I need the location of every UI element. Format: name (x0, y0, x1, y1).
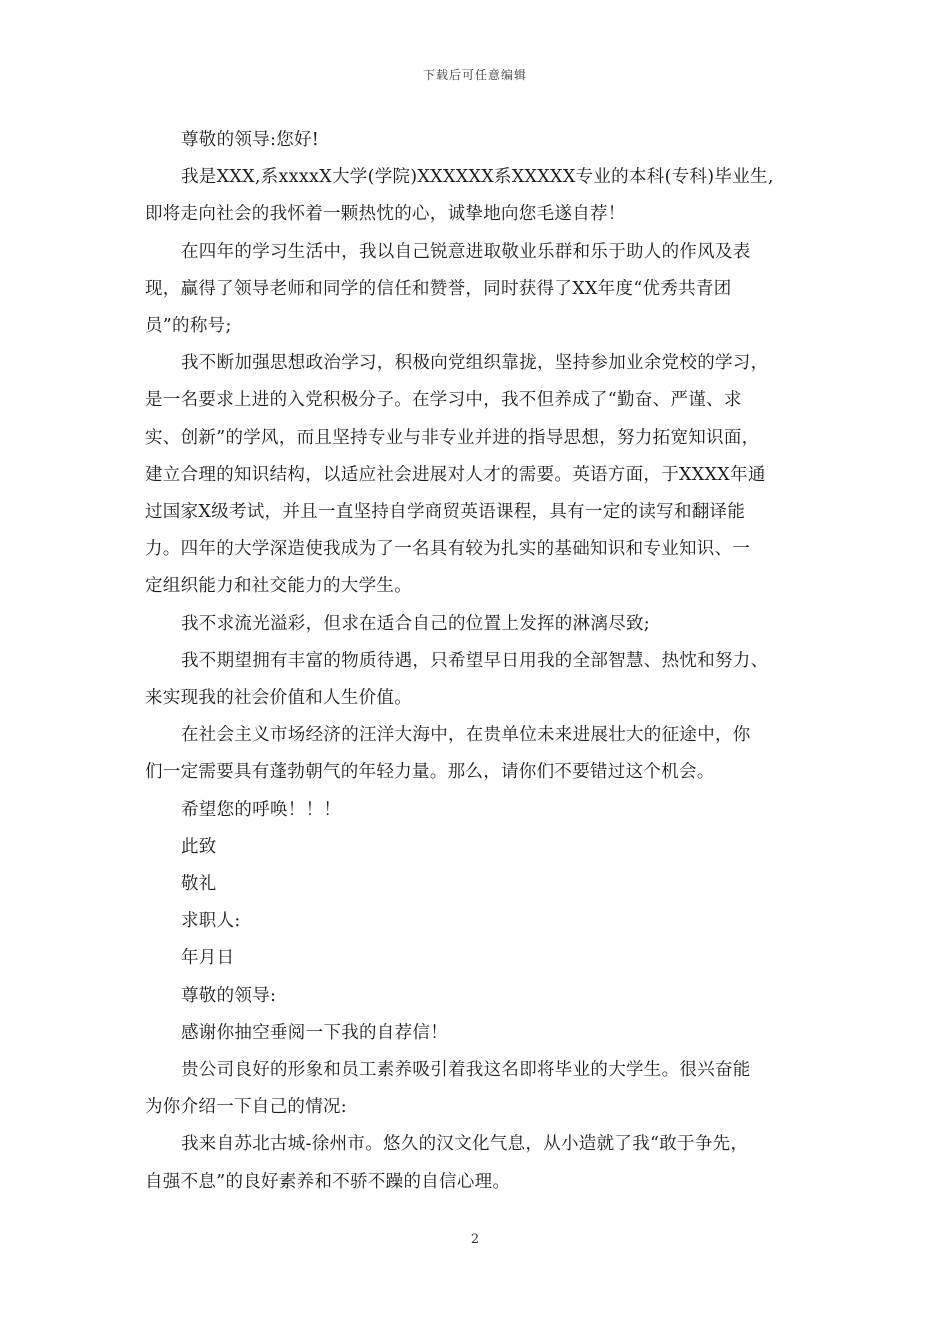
text-line: 希望您的呼唤！！！ (181, 799, 342, 820)
letter-body (145, 122, 815, 1201)
text-line: 贵公司良好的形象和员工素养吸引着我这名即将毕业的大学生。很兴奋能 (181, 1060, 751, 1081)
text-line: 实、创新”的学风，而且坚持专业与非专业并进的指导思想，努力拓宽知识面， (145, 427, 760, 448)
text-line: 敬礼 (181, 874, 217, 895)
text-line: 们一定需要具有蓬勃朝气的年轻力量。那么，请你们不要错过这个机会。 (145, 762, 715, 783)
text-line: 现，赢得了领导老师和同学的信任和赞誉，同时获得了XX年度“优秀共青团 (145, 278, 732, 299)
text-line: 求职人: (181, 911, 241, 932)
text-line: 我是XXX,系xxxxX大学(学院)XXXXXX系XXXXX专业的本科(专科)毕业生, (181, 167, 774, 188)
text-line: 我来自苏北古城-徐州市。悠久的汉文化气息，从小造就了我“敢于争先， (181, 1134, 749, 1155)
text-line: 在四年的学习生活中，我以自己锐意进取敬业乐群和乐于助人的作风及表 (181, 241, 751, 262)
text-line: 员”的称号; (145, 316, 232, 337)
text-line: 定组织能力和社交能力的大学生。 (145, 576, 412, 597)
text-line: 我不求流光溢彩，但求在适合自己的位置上发挥的淋漓尽致; (181, 613, 650, 634)
text-line: 建立合理的知识结构，以适应社会进展对人才的需要。英语方面，于XXXX年通 (145, 464, 766, 485)
text-line: 我不断加强思想政治学习，积极向党组织靠拢，坚持参加业余党校的学习， (181, 353, 769, 374)
text-line: 年月日 (181, 948, 235, 969)
text-line: 是一名要求上进的入党积极分子。在学习中，我不但养成了“勤奋、严谨、求 (145, 390, 742, 411)
page-number: 2 (470, 1232, 480, 1247)
text-line: 过国家X级考试，并且一直坚持自学商贸英语课程，具有一定的读写和翻译能 (145, 502, 746, 523)
text-line: 即将走向社会的我怀着一颗热忱的心，诚挚地向您毛遂自荐！ (145, 204, 626, 225)
text-line: 尊敬的领导:您好! (181, 130, 320, 150)
text-line: 自强不息”的良好素养和不骄不躁的自信心理。 (145, 1171, 511, 1192)
text-line: 我不期望拥有丰富的物质待遇，只希望早日用我的全部智慧、热忱和努力、 (181, 650, 769, 671)
text-line: 此致 (181, 836, 217, 857)
text-line: 感谢你抽空垂阅一下我的自荐信！ (181, 1022, 448, 1043)
text-line: 来实现我的社会价值和人生价值。 (145, 688, 412, 709)
header-note: 下载后可任意编辑 (422, 68, 527, 82)
text-line: 为你介绍一下自己的情况: (145, 1097, 347, 1118)
text-line: 尊敬的领导: (181, 985, 277, 1006)
text-line: 力。四年的大学深造使我成为了一名具有较为扎实的基础知识和专业知识、一 (145, 539, 751, 560)
text-line: 在社会主义市场经济的汪洋大海中，在贵单位未来进展壮大的征途中，你 (181, 725, 751, 746)
